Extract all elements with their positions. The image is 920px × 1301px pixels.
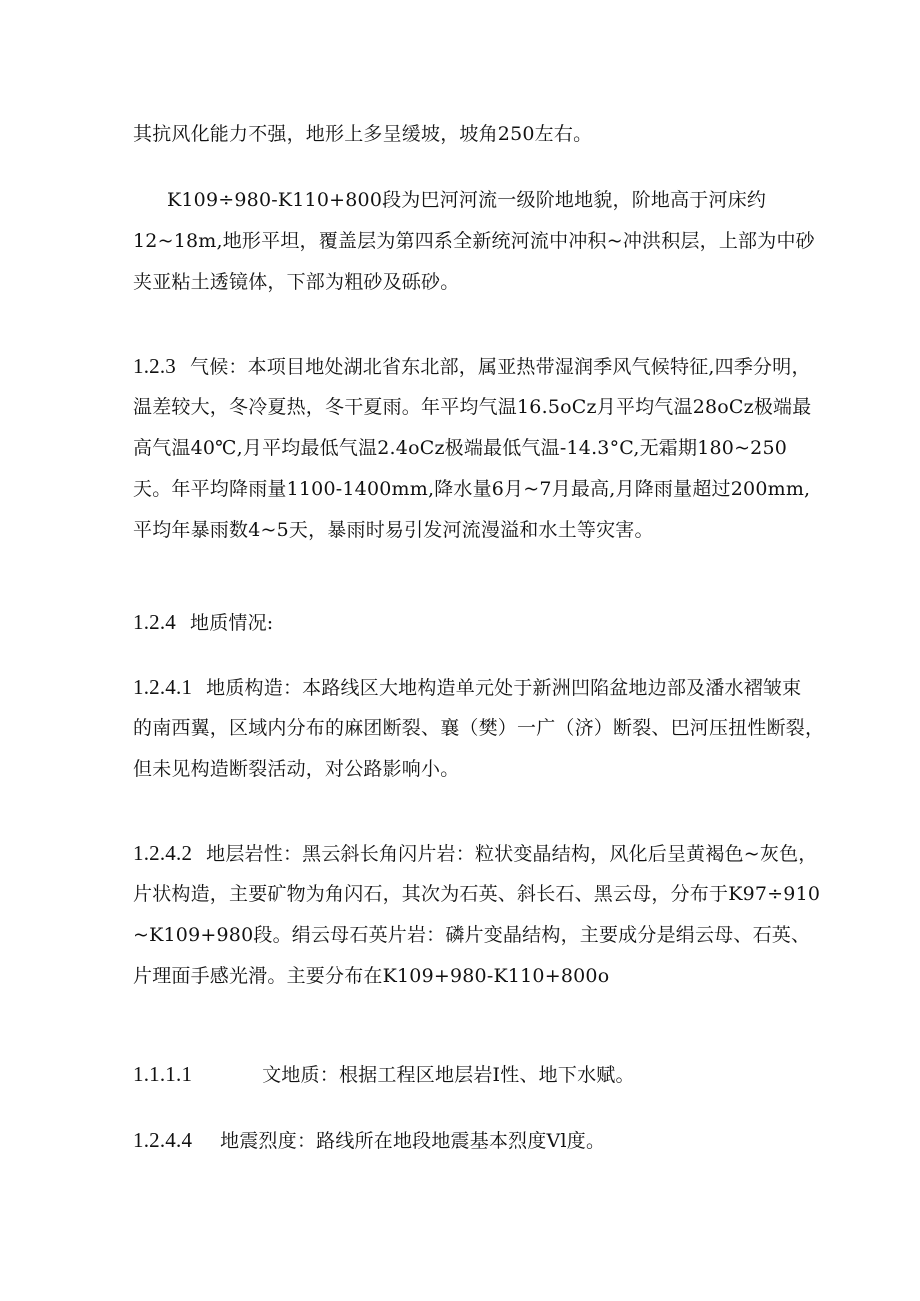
- text-line: 片理面手感光滑。主要分布在K109+980-K110+800o: [133, 965, 610, 987]
- heading-geology: [133, 602, 813, 643]
- section-text: 文地质：根据工程区地层岩I性、地下水赋。: [262, 1064, 635, 1086]
- section-number: 1.2.4.1: [133, 675, 193, 699]
- text-line: [133, 602, 813, 643]
- section-text: 地质情况:: [190, 612, 274, 634]
- text-line: 但未见构造断裂活动，对公路影响小。: [133, 758, 460, 780]
- section-number: 1.2.4: [133, 610, 176, 634]
- text-line: ~K109+980段。绢云母石英片岩：磷片变晶结构，主要成分是绢云母、石英、: [133, 924, 811, 946]
- section-number: 1.2.4.2: [133, 841, 193, 865]
- text-line: [133, 667, 813, 708]
- section-text: 地层岩性：黑云斜长角闪片岩：粒状变晶结构，风化后呈黄褐色~灰色，: [206, 843, 818, 865]
- text-line: 其抗风化能力不强，地形上多呈缓坡，坡角250左右。: [133, 123, 593, 145]
- section-number: 1.1.1.1: [133, 1062, 193, 1086]
- text-line: 高气温40℃,月平均最低气温2.4oCz极端最低气温-14.3°C,无霜期180~250: [133, 437, 788, 459]
- text-line: [133, 1054, 813, 1095]
- paragraph-hydrogeology: [133, 1054, 813, 1095]
- section-text: 地质构造：本路线区大地构造单元处于新洲凹陷盆地边部及潘水褶皱束: [206, 677, 802, 699]
- section-number: 1.2.4.4: [133, 1128, 193, 1152]
- text-line: 平均年暴雨数4~5天，暴雨时易引发河流漫溢和水土等灾害。: [133, 519, 654, 541]
- text-line: 片状构造，主要矿物为角闪石，其次为石英、斜长石、黑云母，分布于K97÷910: [133, 883, 821, 905]
- text-line: 12~18m,地形平坦，覆盖层为第四系全新统河流中冲积~冲洪积层，上部为中砂: [133, 230, 815, 252]
- text-line: [133, 833, 818, 874]
- text-line: K109÷980-K110+800段为巴河河流一级阶地地貌，阶地高于河床约: [167, 189, 767, 211]
- paragraph-climate: [133, 346, 813, 551]
- section-number: 1.2.3: [133, 354, 176, 378]
- paragraph-seismic-intensity: [133, 1120, 813, 1161]
- text-line: 温差较大，冬冷夏热，冬干夏雨。年平均气温16.5oCz月平均气温28oCz极端最: [133, 396, 812, 418]
- text-line: [133, 346, 813, 387]
- paragraph-lithology: [133, 833, 821, 997]
- text-line: [133, 1120, 813, 1161]
- paragraph-terrace-landform: [133, 180, 813, 303]
- section-text: 气候：本项目地处湖北省东北部，属亚热带湿润季风气候特征,四季分明，: [190, 356, 811, 378]
- text-line: 的南西翼，区域内分布的麻团断裂、襄（樊）一广（济）断裂、巴河压扭性断裂，: [133, 717, 825, 739]
- text-line: 天。年平均降雨量1100-1400mm,降水量6月~7月最高,月降雨量超过200mm,: [133, 478, 811, 500]
- paragraph-geologic-structure: [133, 667, 825, 790]
- text-line: 夹亚粘土透镜体，下部为粗砂及砾砂。: [133, 271, 460, 293]
- paragraph-weathering: [133, 114, 813, 155]
- section-text: 地震烈度：路线所在地段地震基本烈度Vl度。: [220, 1130, 606, 1152]
